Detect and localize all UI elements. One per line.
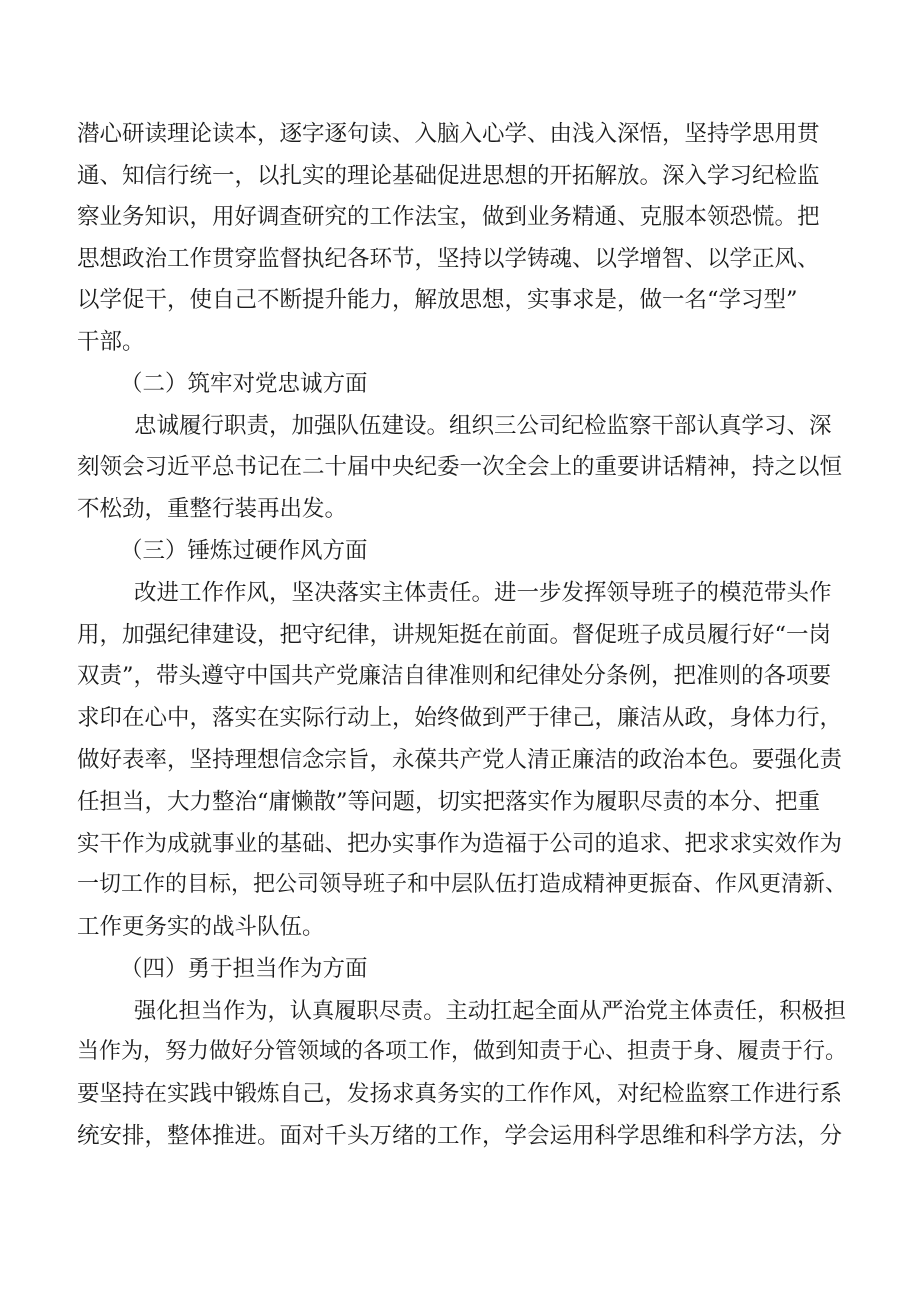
body-line: 一切工作的目标，把公司领导班子和中层队伍打造成精神更振奋、作风更清新、 bbox=[77, 872, 848, 897]
section-heading: （三）锤炼过硬作风方面 bbox=[120, 538, 368, 564]
body-line: 忠诚履行职责，加强队伍建设。组织三公司纪检监察干部认真学习、深 bbox=[134, 413, 832, 439]
body-line: 双责”，带头遵守中国共产党廉洁自律准则和纪律处分条例，把准则的各项要 bbox=[77, 663, 832, 689]
body-line: 当作为，努力做好分管领域的各项工作，做到知责于心、担责于身、履责于行。 bbox=[77, 1039, 848, 1064]
body-line: 统安排，整体推进。面对千头万绪的工作，学会运用科学思维和科学方法，分 bbox=[77, 1123, 843, 1149]
body-line: 强化担当作为，认真履职尽责。主动扛起全面从严治党主体责任，积极担 bbox=[134, 998, 846, 1024]
body-line: 察业务知识，用好调查研究的工作法宝，做到业务精通、克服本领恐慌。把 bbox=[77, 204, 820, 230]
body-line: 任担当，大力整治“庸懒散”等问题，切实把落实作为履职尽责的本分、把重 bbox=[77, 789, 821, 815]
body-line: 刻领会习近平总书记在二十届中央纪委一次全会上的重要讲话精神，持之以恒 bbox=[77, 454, 843, 480]
body-line: 思想政治工作贯穿监督执纪各环节，坚持以学铸魂、以学增智、以学正风、 bbox=[77, 246, 820, 272]
body-line: 要坚持在实践中锻炼自己，发扬求真务实的工作作风，对纪检监察工作进行系 bbox=[77, 1081, 843, 1107]
section-heading: （四）勇于担当作为方面 bbox=[120, 956, 368, 982]
body-line: 实干作为成就事业的基础、把办实事作为造福于公司的追求、把求求实效作为 bbox=[77, 831, 843, 857]
body-line: 潜心研读理论读本，逐字逐句读、入脑入心学、由浅入深悟，坚持学思用贯 bbox=[77, 121, 820, 147]
section-heading: （二）筑牢对党忠诚方面 bbox=[120, 371, 368, 397]
body-line: 通、知信行统一，以扎实的理论基础促进思想的开拓解放。深入学习纪检监 bbox=[77, 163, 820, 189]
body-line: 工作更务实的战斗队伍。 bbox=[77, 914, 325, 940]
body-line: 不松劲，重整行装再出发。 bbox=[77, 496, 348, 522]
body-line: 用，加强纪律建设，把守纪律，讲规矩挺在前面。督促班子成员履行好“一岗 bbox=[77, 622, 832, 648]
body-line: 求印在心中，落实在实际行动上，始终做到严于律己，廉洁从政，身体力行， bbox=[77, 705, 843, 731]
body-line: 改进工作作风，坚决落实主体责任。进一步发挥领导班子的模范带头作 bbox=[134, 580, 832, 606]
body-line: 做好表率，坚持理想信念宗旨，永葆共产党人清正廉洁的政治本色。要强化责 bbox=[77, 747, 843, 773]
body-line: 干部。 bbox=[77, 329, 145, 355]
body-line: 以学促干，使自己不断提升能力，解放思想，实事求是，做一名“学习型” bbox=[77, 287, 798, 313]
